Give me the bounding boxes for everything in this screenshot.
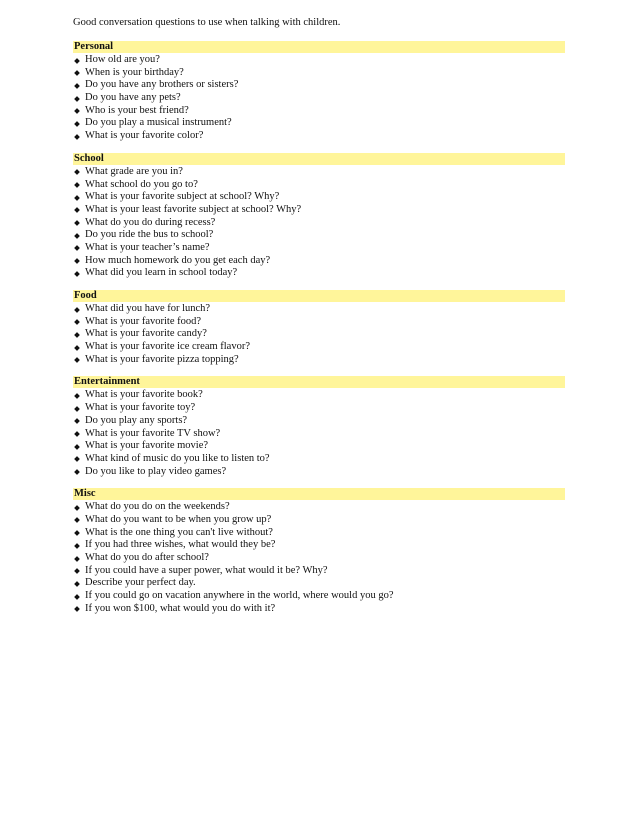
question-text: What is your favorite food? [85,315,202,327]
question-list [73,501,565,615]
question-text: When is your birthday? [85,66,184,78]
diamond-bullet-icon [74,594,80,600]
question-text: What do you do after school? [85,552,209,563]
question-list [73,54,565,143]
diamond-bullet-icon [74,469,80,475]
question-text: What is your favorite ice cream flavor? [85,341,251,353]
list-item [73,603,565,616]
section-header: Entertainment [73,376,565,388]
section-personal [73,41,565,143]
diamond-bullet-icon [74,220,80,226]
diamond-bullet-icon [74,271,80,277]
list-item [73,328,565,341]
question-text: If you had three wishes, what would they be? [85,539,276,551]
list-item [73,440,565,453]
list-item [73,527,565,540]
diamond-bullet-icon [74,307,80,313]
question-text: What did you have for lunch? [85,303,211,314]
question-text: Do you play a musical instrument? [85,117,232,129]
diamond-bullet-icon [74,505,80,511]
question-text: Do you like to play video games? [85,465,227,477]
section-header: School [73,153,565,165]
list-item [73,130,565,143]
diamond-bullet-icon [74,556,80,562]
diamond-bullet-icon [74,457,80,463]
question-text: Do you play any sports? [85,414,188,426]
diamond-bullet-icon [74,233,80,239]
question-text: What school do you go to? [85,178,198,190]
list-item [73,79,565,92]
question-text: Describe your perfect day. [85,577,196,589]
question-text: Do you ride the bus to school? [85,229,214,241]
list-item [73,354,565,367]
question-list [73,389,565,478]
list-item [73,402,565,415]
list-item [73,105,565,118]
sections-container [73,41,565,615]
list-item [73,67,565,80]
diamond-bullet-icon [74,518,80,524]
question-text: What grade are you in? [85,165,183,177]
list-item [73,341,565,354]
diamond-bullet-icon [74,121,80,127]
list-item [73,191,565,204]
list-item [73,577,565,590]
question-text: What is your favorite toy? [85,402,196,414]
diamond-bullet-icon [74,169,80,175]
question-text: How old are you? [85,54,160,65]
diamond-bullet-icon [74,70,80,76]
list-item [73,565,565,578]
list-item [73,316,565,329]
list-item [73,204,565,217]
diamond-bullet-icon [74,444,80,450]
section-header: Personal [73,41,565,53]
diamond-bullet-icon [74,58,80,64]
list-item [73,179,565,192]
question-text: What do you do during recess? [85,216,216,228]
list-item [73,590,565,603]
list-item [73,453,565,466]
diamond-bullet-icon [74,332,80,338]
question-text: What is the one thing you can't live without? [85,526,273,538]
section-header: Misc [73,488,565,500]
diamond-bullet-icon [74,208,80,214]
question-text: If you won $100, what would you do with it? [85,602,276,614]
diamond-bullet-icon [74,134,80,140]
list-item [73,428,565,441]
question-text: What do you do on the weekends? [85,501,230,513]
question-list [73,303,565,366]
list-item [73,389,565,402]
diamond-bullet-icon [74,431,80,437]
question-text: If you could have a super power, what would it be? Why? [85,564,328,576]
question-text: What is your favorite movie? [85,440,209,452]
section-entertainment [73,376,565,478]
diamond-bullet-icon [74,568,80,574]
list-item [73,255,565,268]
list-item [73,92,565,105]
list-item [73,501,565,514]
diamond-bullet-icon [74,581,80,587]
question-text: If you could go on vacation anywhere in the world, where would you go? [85,590,394,602]
diamond-bullet-icon [74,108,80,114]
diamond-bullet-icon [74,182,80,188]
question-text: What is your favorite subject at school? Why? [85,191,280,203]
list-item [73,303,565,316]
question-text: What is your favorite color? [85,130,204,142]
list-item [73,415,565,428]
question-list [73,166,565,280]
question-text: How much homework do you get each day? [85,254,271,266]
question-text: Do you have any brothers or sisters? [85,79,239,91]
diamond-bullet-icon [74,406,80,412]
list-item [73,267,565,280]
list-item [73,54,565,67]
question-text: What is your favorite book? [85,389,203,401]
list-item [73,466,565,479]
diamond-bullet-icon [74,246,80,252]
diamond-bullet-icon [74,606,80,612]
list-item [73,514,565,527]
document-content [73,16,565,625]
section-food [73,290,565,366]
question-text: Who is your best friend? [85,104,189,116]
list-item [73,539,565,552]
question-text: What is your least favorite subject at school? Why? [85,203,302,215]
question-text: What kind of music do you like to listen to? [85,452,270,464]
question-text: What do you want to be when you grow up? [85,513,272,525]
question-text: Do you have any pets? [85,92,181,104]
question-text: What is your favorite pizza topping? [85,353,239,365]
diamond-bullet-icon [74,357,80,363]
question-text: What is your teacher’s name? [85,241,210,253]
section-school [73,153,565,280]
section-header: Food [73,290,565,302]
intro-text: Good conversation questions to use when talking with children. [73,17,341,28]
diamond-bullet-icon [74,258,80,264]
list-item [73,229,565,242]
diamond-bullet-icon [74,345,80,351]
diamond-bullet-icon [74,319,80,325]
diamond-bullet-icon [74,418,80,424]
list-item [73,217,565,230]
diamond-bullet-icon [74,83,80,89]
section-misc [73,488,565,615]
diamond-bullet-icon [74,543,80,549]
list-item [73,117,565,130]
diamond-bullet-icon [74,96,80,102]
list-item [73,166,565,179]
diamond-bullet-icon [74,195,80,201]
diamond-bullet-icon [74,393,80,399]
list-item [73,242,565,255]
list-item [73,552,565,565]
diamond-bullet-icon [74,530,80,536]
question-text: What did you learn in school today? [85,267,238,279]
question-text: What is your favorite TV show? [85,427,221,439]
question-text: What is your favorite candy? [85,328,207,340]
